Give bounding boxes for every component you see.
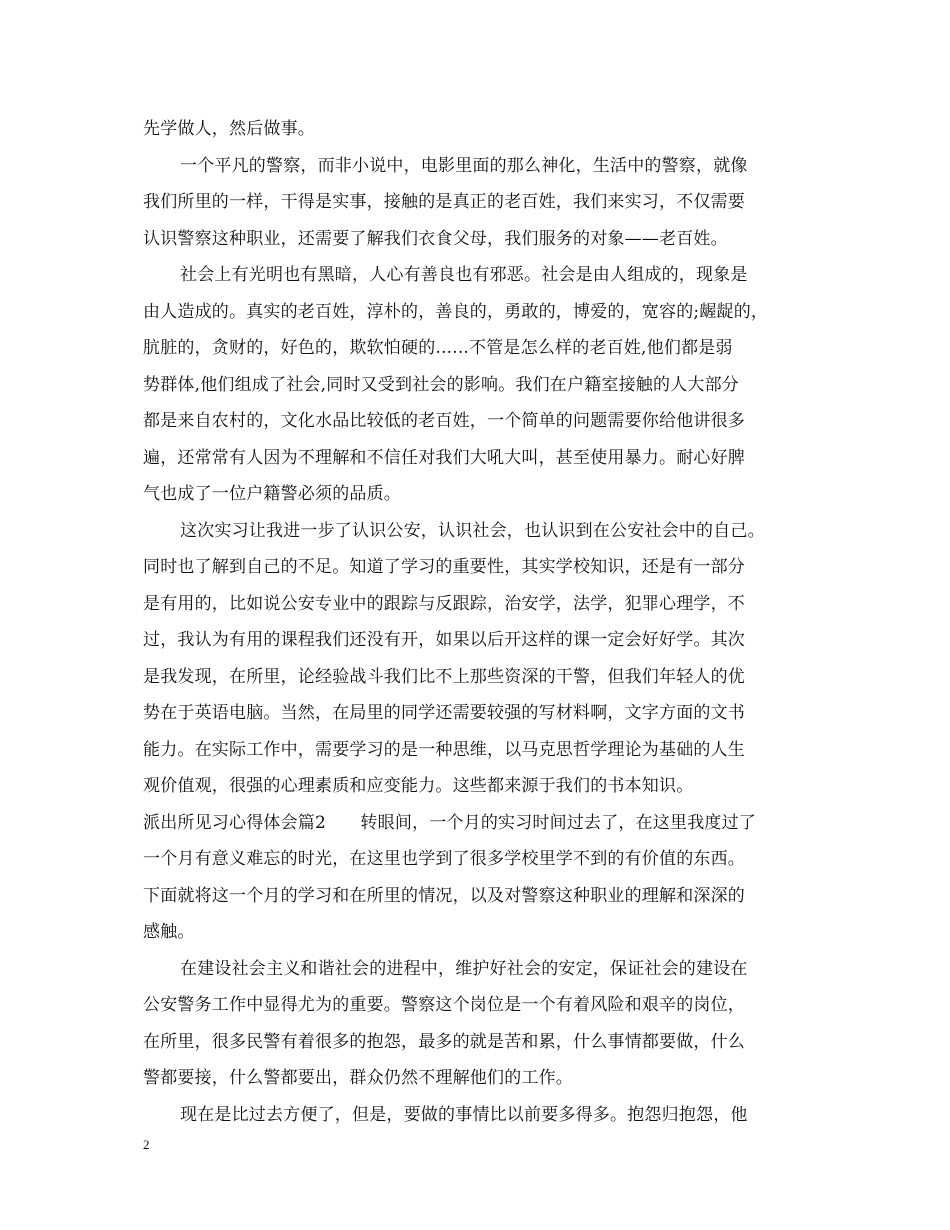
text-line: 一个平凡的警察，而非小说中，电影里面的那么神化，生活中的警察，就像 — [180, 156, 748, 176]
section-heading-line: 派出所见习心得体会篇2 转眼间，一个月的实习时间过去了，在这里我度过了 — [143, 813, 757, 833]
text-line: 气也成了一位户籍警必须的品质。 — [143, 484, 401, 504]
text-line: 在建设社会主义和谐社会的进程中，维护好社会的安定，保证社会的建设在 — [180, 959, 748, 979]
text-line: 过，我认为有用的课程我们还没有开，如果以后开这样的课一定会好好学。其次 — [143, 630, 745, 650]
text-line: 是有用的，比如说公安专业中的跟踪与反跟踪，治安学，法学，犯罪心理学，不 — [143, 594, 745, 614]
text-line: 公安警务工作中显得尤为的重要。警察这个岗位是一个有着风险和艰辛的岗位， — [143, 995, 745, 1015]
text-line: 感触。 — [143, 922, 195, 942]
text-line: 肮脏的，贪财的，好色的，欺软怕硬的......不管是怎么样的老百姓,他们都是弱 — [143, 338, 733, 358]
text-line: 势在于英语电脑。当然，在局里的同学还需要较强的写材料啊，文字方面的文书 — [143, 703, 745, 723]
text-line: 势群体,他们组成了社会,同时又受到社会的影响。我们在户籍室接触的人大部分 — [143, 375, 740, 395]
text-line: 同时也了解到自己的不足。知道了学习的重要性，其实学校知识，还是有一部分 — [143, 557, 745, 577]
text-line: 这次实习让我进一步了认识公安，认识社会，也认识到在公安社会中的自己。 — [180, 521, 765, 541]
text-line: 在所里，很多民警有着很多的抱怨，最多的就是苦和累，什么事情都要做，什么 — [143, 1032, 745, 1052]
text-line: 现在是比过去方便了，但是，要做的事情比以前要多得多。抱怨归抱怨，他 — [180, 1105, 748, 1125]
text-line: 能力。在实际工作中，需要学习的是一种思维，以马克思哲学理论为基础的人生 — [143, 740, 745, 760]
text-line: 警都要接，什么警都要出，群众仍然不理解他们的工作。 — [143, 1068, 573, 1088]
text-line: 我们所里的一样，干得是实事，接触的是真正的老百姓，我们来实习，不仅需要 — [143, 192, 745, 212]
text-line: 认识警察这种职业，还需要了解我们衣食父母，我们服务的对象——老百姓。 — [143, 229, 728, 249]
text-line: 观价值观，很强的心理素质和应变能力。这些都来源于我们的书本知识。 — [143, 776, 694, 796]
text-line: 一个月有意义难忘的时光，在这里也学到了很多学校里学不到的有价值的东西。 — [143, 849, 745, 869]
text-line: 下面就将这一个月的学习和在所里的情况，以及对警察这种职业的理解和深深的 — [143, 886, 745, 906]
text-line: 先学做人，然后做事。 — [143, 119, 315, 139]
text-line: 是我发现，在所里，论经验战斗我们比不上那些资深的干警，但我们年轻人的优 — [143, 667, 745, 687]
page-number: 2 — [143, 1137, 150, 1152]
text-line: 社会上有光明也有黑暗，人心有善良也有邪恶。社会是由人组成的，现象是 — [180, 265, 748, 285]
text-line: 由人造成的。真实的老百姓，淳朴的，善良的，勇敢的，博爱的，宽容的;龌龊的， — [143, 302, 769, 322]
text-line: 遍，还常常有人因为不理解和不信任对我们大吼大叫，甚至使用暴力。耐心好脾 — [143, 448, 745, 468]
text-line: 都是来自农村的，文化水品比较低的老百姓，一个简单的问题需要你给他讲很多 — [143, 411, 745, 431]
